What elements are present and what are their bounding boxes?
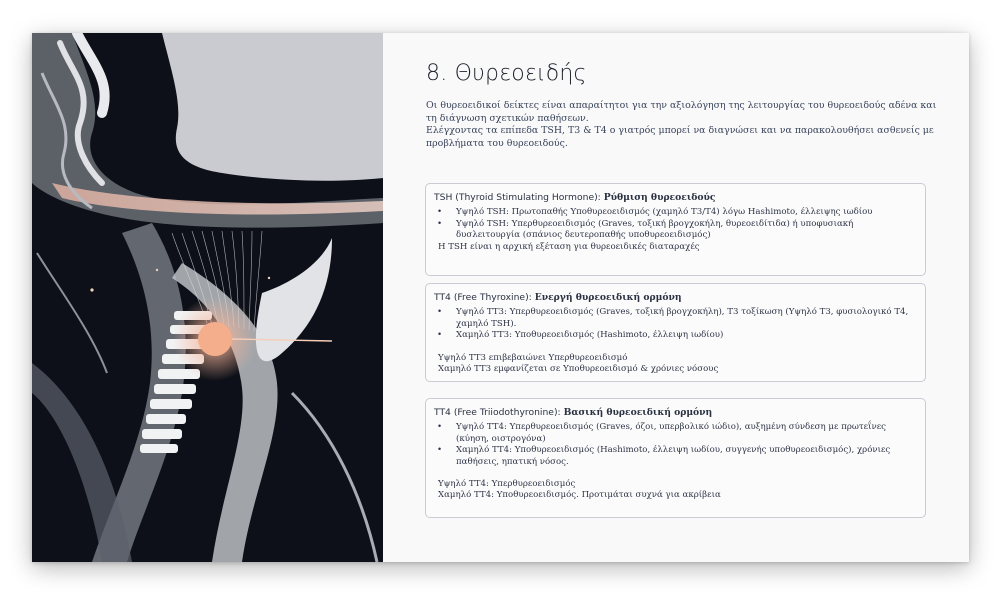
- page-title: 8. Θυρεοειδής: [426, 61, 587, 86]
- thyroid-artwork-image: [32, 33, 383, 562]
- free-triiodothyronine-card: [425, 398, 926, 518]
- card-heading: TSH (Thyroid Stimulating Hormone): Ρύθμιση θυρεοειδούς: [434, 192, 716, 203]
- neck-thyroid-illustration: [32, 33, 383, 562]
- card-heading: TT4 (Free Thyroxine): Ενεργή θυρεοειδική ορμόνη: [434, 292, 682, 303]
- intro-paragraph-1: Οι θυρεοειδικοί δείκτες είναι απαραίτητοι για την αξιολόγηση της λειτουργίας του θυρεοειδούς αδένα και τη διάγνωση σχετικών παθήσεων.: [426, 100, 937, 124]
- card-note: Χαμηλό TT3 εμφανίζεται σε Υποθυρεοειδισμό & χρόνιες νόσους: [438, 364, 719, 375]
- intro-text: [426, 100, 946, 150]
- list-item: • Υψηλό TT3: Υπερθυρεοειδισμός (Graves, τοξική βρογχοκήλη), Τ3 τοξίκωση (Υψηλό Τ3, φυσιολογικό Τ4, χαμηλό TSH).: [434, 307, 916, 330]
- card-note: Η TSH είναι η αρχική εξέταση για θυρεοειδικές διαταραχές: [438, 241, 700, 252]
- card-heading: TT4 (Free Triiodothyronine): Βασική θυρεοειδική ορμόνη: [434, 407, 713, 418]
- list-item: • Χαμηλό TT4: Υποθυρεοειδισμός (Hashimoto, έλλειψη ιωδίου, συγγενής υποθυρεοειδισμός), χρόνιες παθήσεις, ηπατική νόσος.: [434, 445, 916, 468]
- list-item: • Υψηλό TSH: Πρωτοπαθής Υποθυρεοειδισμός (χαμηλό Τ3/Τ4) λόγω Hashimoto, έλλειψης ιωδίου: [434, 207, 916, 218]
- tsh-card: [425, 183, 926, 276]
- card-note: Χαμηλό TT4: Υποθυρεοειδισμός. Προτιμάται συχνά για ακρίβεια: [438, 490, 721, 501]
- card-note: Υψηλό TT4: Υπερθυρεοειδισμός: [438, 479, 576, 490]
- list-item: • Υψηλό TSH: Υπερθυρεοειδισμός (Graves, τοξική βρογχοκήλη, θυρεοειδίτιδα) ή υποφυσιακή δυσλειτουργία (σπάνιος δευτεροπαθής υποθυρεοειδισμός): [434, 219, 916, 242]
- free-thyroxine-card: [425, 283, 926, 382]
- content-panel: [383, 33, 969, 562]
- list-item: • Υψηλό TT4: Υπερθυρεοειδισμός (Graves, όζοι, υπερβολικό ιώδιο), αυξημένη σύνδεση με πρωτεΐνες (κύηση, οιστρογόνα): [434, 422, 916, 445]
- card-note: Υψηλό TT3 επιβεβαιώνει Υπερθυρεοειδισμό: [438, 352, 628, 363]
- intro-paragraph-2: Ελέγχοντας τα επίπεδα TSH, T3 & T4 ο γιατρός μπορεί να διαγνώσει και να παρακολουθήσει ασθενείς με προβλήματα του θυρεοειδούς.: [426, 125, 934, 149]
- slide: [32, 33, 969, 562]
- list-item: • Χαμηλό TT3: Υποθυρεοειδισμός (Hashimoto, έλλειψη ιωδίου): [434, 330, 916, 341]
